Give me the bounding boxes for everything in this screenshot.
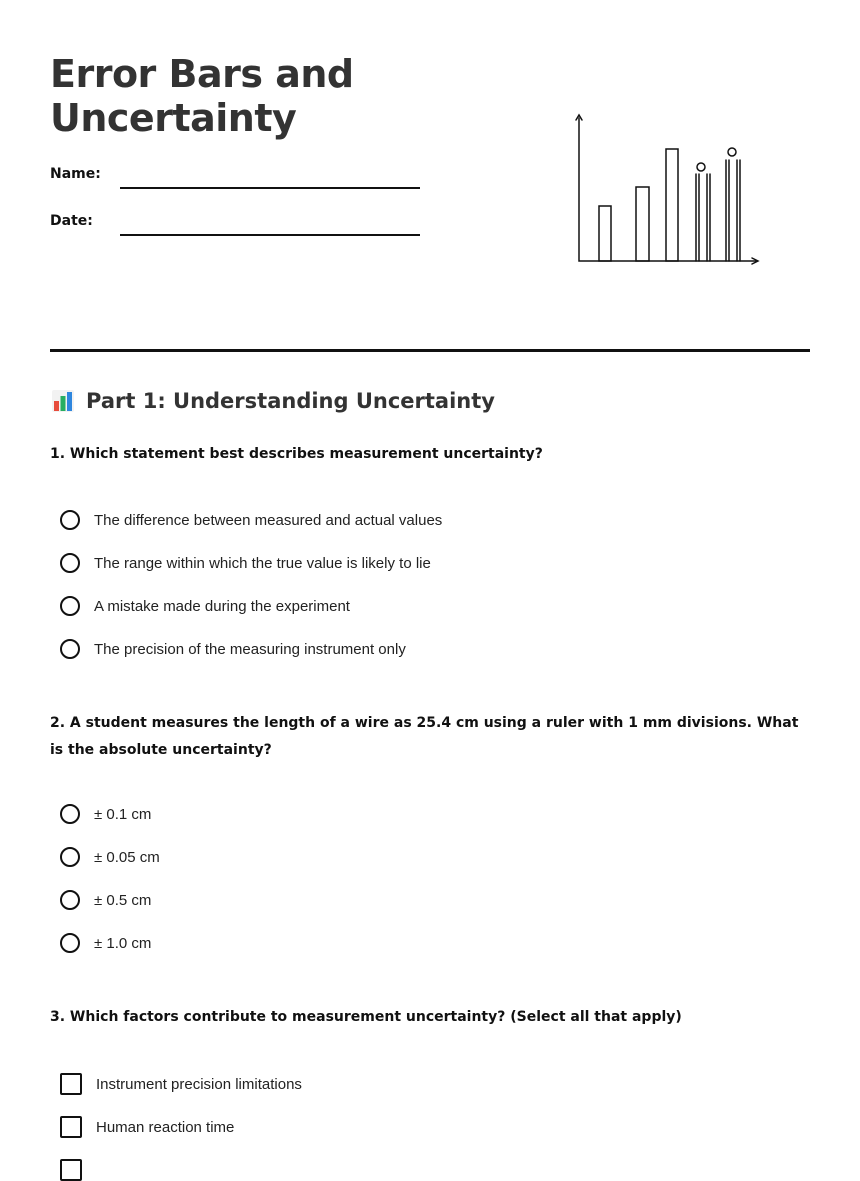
radio-button[interactable] xyxy=(60,933,80,953)
date-field[interactable] xyxy=(120,234,420,236)
radio-button[interactable] xyxy=(60,847,80,867)
title-line-2: Uncertainty xyxy=(50,96,297,140)
question-1-prompt: 1. Which statement best describes measurement uncertainty? xyxy=(50,446,543,462)
name-label: Name: xyxy=(50,166,101,182)
question-2-option-4[interactable] xyxy=(60,933,151,953)
option-label: Human reaction time xyxy=(96,1118,235,1136)
section-divider xyxy=(50,349,810,352)
option-label: ± 0.05 cm xyxy=(94,848,160,866)
radio-button[interactable] xyxy=(60,890,80,910)
question-1-option-1[interactable] xyxy=(60,510,442,530)
error-bar-sketch-icon xyxy=(570,110,770,270)
radio-button[interactable] xyxy=(60,639,80,659)
checkbox[interactable] xyxy=(60,1159,82,1181)
question-2-option-1[interactable] xyxy=(60,804,151,824)
option-label: The difference between measured and actual values xyxy=(94,511,443,529)
option-label: ± 0.5 cm xyxy=(94,891,152,909)
question-3-prompt: 3. Which factors contribute to measurement uncertainty? (Select all that apply) xyxy=(50,1009,682,1025)
section-heading xyxy=(50,388,495,414)
checkbox[interactable] xyxy=(60,1073,82,1095)
question-3-option-3[interactable] xyxy=(60,1159,82,1181)
option-label: ± 0.1 cm xyxy=(94,805,152,823)
date-label: Date: xyxy=(50,213,93,229)
name-field[interactable] xyxy=(120,187,420,189)
radio-button[interactable] xyxy=(60,510,80,530)
title-line-1: Error Bars and xyxy=(50,52,354,96)
option-label: Instrument precision limitations xyxy=(96,1075,302,1093)
option-label: ± 1.0 cm xyxy=(94,934,152,952)
option-label: A mistake made during the experiment xyxy=(94,597,350,615)
section-title-text: Part 1: Understanding Uncertainty xyxy=(86,389,495,413)
radio-button[interactable] xyxy=(60,804,80,824)
checkbox[interactable] xyxy=(60,1116,82,1138)
option-label: The range within which the true value is likely to lie xyxy=(94,554,431,572)
question-3-option-2[interactable] xyxy=(60,1116,234,1138)
question-1-option-3[interactable] xyxy=(60,596,350,616)
question-1-option-4[interactable] xyxy=(60,639,406,659)
question-1-option-2[interactable] xyxy=(60,553,431,573)
question-2-option-2[interactable] xyxy=(60,847,160,867)
radio-button[interactable] xyxy=(60,596,80,616)
radio-button[interactable] xyxy=(60,553,80,573)
page-title xyxy=(50,52,354,140)
option-label: The precision of the measuring instrument only xyxy=(94,640,406,658)
question-3-option-1[interactable] xyxy=(60,1073,302,1095)
question-2-prompt: 2. A student measures the length of a wire as 25.4 cm using a ruler with 1 mm divisions. What is the absolute uncertainty? xyxy=(50,715,799,758)
bar-chart-icon xyxy=(50,388,76,414)
question-2-option-3[interactable] xyxy=(60,890,151,910)
